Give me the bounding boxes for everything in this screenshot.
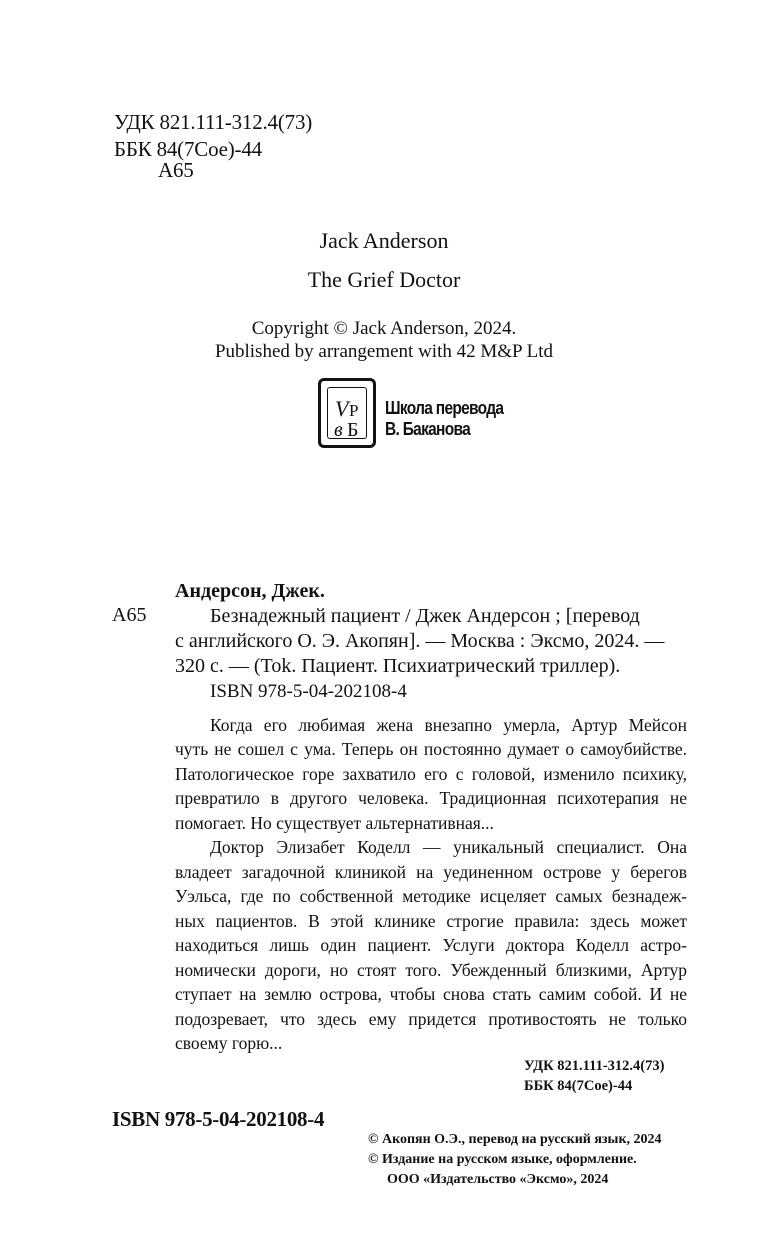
annotation-line: владеет загадочной клиникой на уединенном острове у берегов: [175, 862, 687, 882]
annotation-line: Патологическое горе захватило его с головой, изменило психику,: [175, 764, 687, 784]
annotation-line: подозревает, что здесь ему придется противостоять не только: [175, 1009, 687, 1029]
annotation-line: ных пациентов. В этой клинике строгие правила: здесь может: [175, 911, 687, 931]
catalog-isbn: ISBN 978-5-04-202108-4: [210, 681, 407, 702]
annotation-line: Доктор Элизабет Коделл — уникальный специалист. Она: [210, 837, 687, 857]
original-author: Jack Anderson: [319, 228, 449, 253]
footer-isbn: ISBN 978-5-04-202108-4: [112, 1107, 325, 1131]
catalog-line: с английского О. Э. Акопян]. — Москва : Эксмо, 2024. —: [175, 630, 665, 652]
vb-monogram-icon: [318, 378, 376, 448]
arrangement-line: Published by arrangement with 42 M&P Ltd: [214, 341, 554, 362]
catalog-author: Андерсон, Джек.: [175, 580, 325, 602]
annotation-line: помогает. Но существует альтернативная...: [175, 813, 494, 833]
udk-code: УДК 821.111-312.4(73): [114, 110, 313, 134]
logo-text-school: Школа перевода: [385, 398, 504, 418]
bbk-code: ББК 84(7Сое)-44: [114, 137, 262, 161]
svg-text:в: в: [334, 419, 343, 441]
copyright-translation: © Акопян О.Э., перевод на русский язык, 2024: [368, 1132, 662, 1147]
svg-text:V: V: [335, 396, 349, 421]
annotation-line: Когда его любимая жена внезапно умерла, Артур Мейсон: [210, 715, 687, 735]
copyright-edition: © Издание на русском языке, оформление.: [368, 1152, 637, 1167]
catalog-line: Безнадежный пациент / Джек Андерсон ; [перевод: [210, 605, 640, 627]
annotation-line: ступает на землю острова, чтобы снова стать самим собой. И не: [175, 984, 687, 1004]
footer-bbk: ББК 84(7Сое)-44: [524, 1078, 633, 1094]
author-code: А65: [158, 158, 194, 182]
svg-text:Б: Б: [347, 419, 359, 441]
annotation-line: Уэльса, где по собственной методике исцеляет самых безнадеж-: [175, 886, 687, 906]
annotation-line: своему горю...: [175, 1033, 283, 1053]
publisher-line: ООО «Издательство «Эксмо», 2024: [387, 1172, 609, 1187]
annotation-line: чуть не сошел с ума. Теперь он постоянно думает о самоубийстве.: [175, 739, 687, 759]
annotation-line: превратило в другого человека. Традиционная психотерапия не: [175, 788, 687, 808]
footer-udk: УДК 821.111-312.4(73): [524, 1058, 665, 1074]
catalog-code: А65: [112, 604, 147, 626]
annotation-line: номически дороги, но стоят того. Убежденный близкими, Артур: [175, 960, 687, 980]
svg-text:Р: Р: [349, 401, 359, 420]
catalog-line: 320 с. — (Tok. Пациент. Психиатрический триллер).: [175, 655, 621, 677]
original-title: The Grief Doctor: [307, 267, 461, 292]
annotation-line: находиться лишь один пациент. Услуги доктора Коделл астро-: [175, 935, 687, 955]
logo-text-name: В. Баканова: [385, 419, 471, 439]
copyright-line: Copyright © Jack Anderson, 2024.: [251, 318, 517, 339]
